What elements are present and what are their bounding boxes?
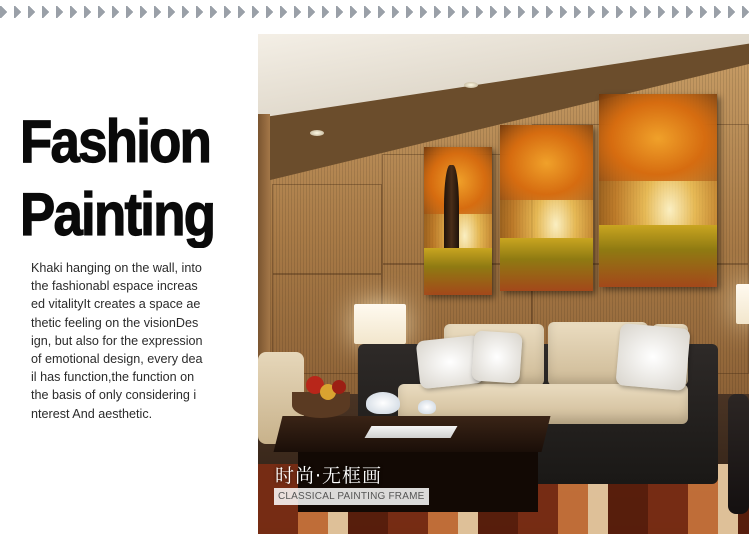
armchair-right	[728, 394, 749, 514]
ceiling-downlight	[310, 130, 324, 136]
painting-foliage	[599, 94, 717, 181]
description-line: of emotional design, every dea	[31, 352, 203, 367]
table-lamp-left	[354, 304, 406, 344]
painting-panel-center	[500, 125, 593, 291]
description-text	[31, 259, 229, 423]
description-line: ed vitalityIt creates a space ae	[31, 297, 201, 312]
caption-chinese: 时尚·无框画	[275, 465, 383, 487]
caption-english: CLASSICAL PAINTING FRAME	[274, 488, 429, 505]
description-line: ign, but also for the expression	[31, 333, 203, 348]
painting-meadow	[500, 238, 593, 291]
painting-foliage	[500, 125, 593, 200]
magazine	[365, 426, 458, 438]
headline-fashion: Fashion	[20, 108, 211, 175]
painting-panel-right	[599, 94, 717, 287]
description-line: the basis of only considering i	[31, 388, 197, 403]
teacup	[418, 400, 436, 414]
painting-panel-left	[424, 147, 492, 295]
apple	[332, 380, 346, 394]
throw-pillow	[615, 323, 690, 391]
description-line: the fashionabl espace increas	[31, 279, 198, 294]
painting-meadow	[599, 225, 717, 287]
headline-painting: Painting	[20, 181, 215, 248]
living-room-photo	[258, 34, 749, 534]
description-line: thetic feeling on the visionDes	[31, 315, 199, 330]
table-lamp-right	[736, 284, 749, 324]
description-line: nterest And aesthetic.	[31, 406, 153, 421]
painting-meadow	[424, 248, 492, 295]
top-dashed-border	[0, 6, 749, 18]
throw-pillow	[471, 330, 522, 383]
ceiling-downlight	[464, 82, 478, 88]
description-line: il has function,the function on	[31, 370, 195, 385]
wall-panel-seam	[272, 184, 382, 274]
description-line: Khaki hanging on the wall, into	[31, 261, 202, 275]
teapot	[366, 392, 400, 414]
